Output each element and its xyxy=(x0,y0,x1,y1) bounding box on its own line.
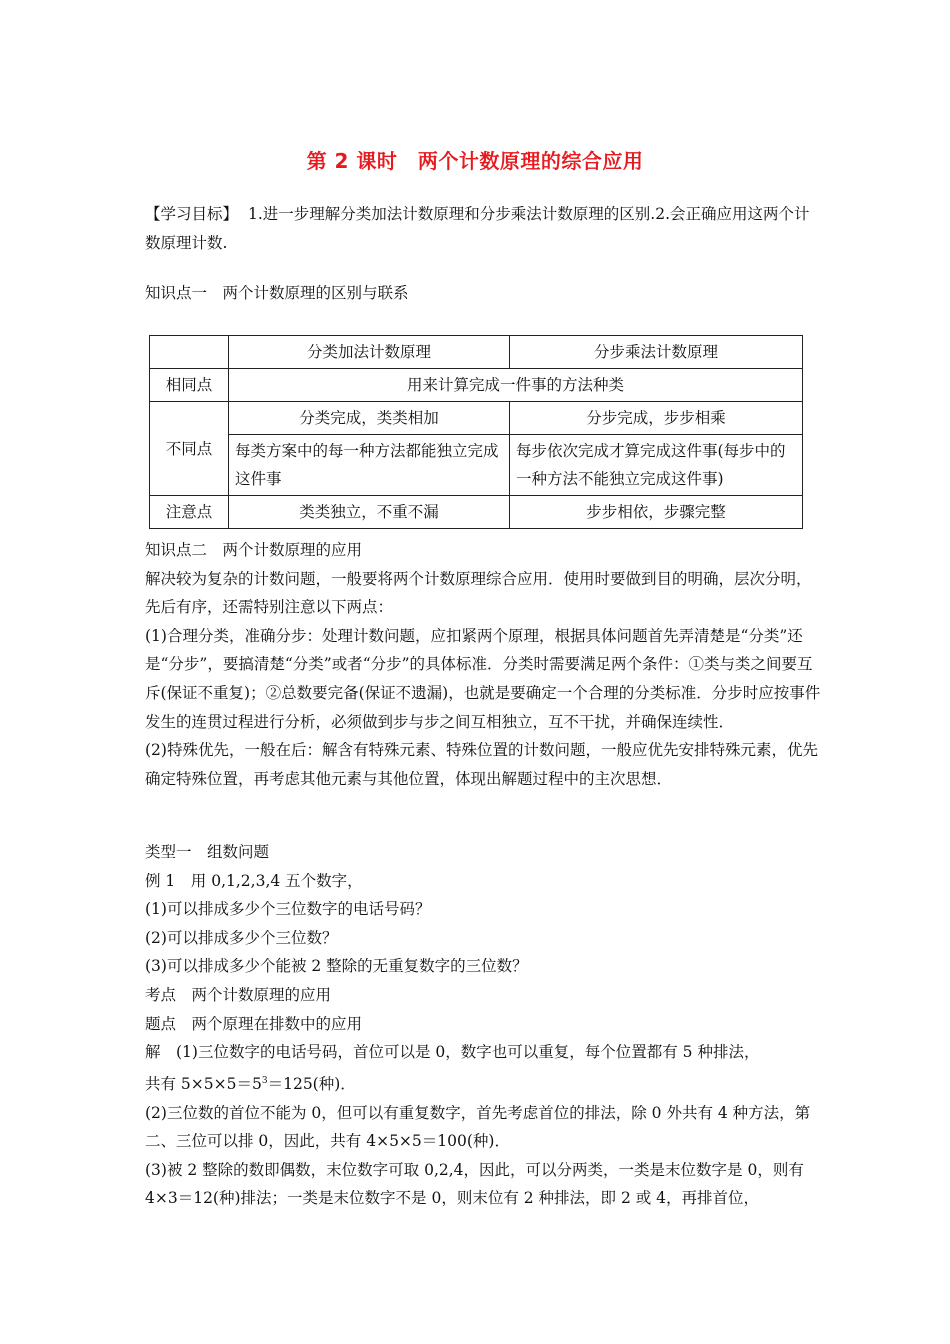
goals-text: 1.进一步理解分类加法计数原理和分步乘法计数原理的区别.2.会正确应用这两个计数原理计数. xyxy=(145,205,810,252)
solution-1-pre: 共有 5×5×5＝5 xyxy=(145,1074,262,1093)
question-1: (1)可以排成多少个三位数字的电话号码？ xyxy=(145,900,431,919)
row-label-note: 注意点 xyxy=(150,496,229,529)
note-multiplication: 步步相依，步骤完整 xyxy=(510,496,803,529)
solution-3: (3)被 2 整除的数即偶数，末位数字可取 0,2,4，因此，可以分两类，一类是末位数字是 0，则有 4×3＝12(种)排法；一类是末位数字不是 0，则末位有 2 种排法，即 2 或 4，再排首位， xyxy=(145,1160,804,1208)
question-3: (3)可以排成多少个能被 2 整除的无重复数字的三位数？ xyxy=(145,957,528,976)
type-1-section xyxy=(145,838,825,1213)
table-row-note xyxy=(150,496,803,529)
diff-addition-summary: 分类完成，类类相加 xyxy=(229,402,510,435)
kaodian-label: 考点 两个计数原理的应用 xyxy=(145,985,332,1004)
kp2-point-1: (1)合理分类，准确分步：处理计数问题，应扣紧两个原理，根据具体问题首先弄清楚是“分类”还是“分步”，要搞清楚“分类”或者“分步”的具体标准．分类时需要满足两个条件：①类与类之间要互斥(保证不重复)；②总数要完备(保证不遗漏)，也就是要确定一个合理的分类标准．分步时应按事件发生的连贯过程进行分析，必须做到步与步之间互相独立，互不干扰，并确保连续性． xyxy=(145,626,821,731)
note-addition: 类类独立，不重不漏 xyxy=(229,496,510,529)
row-label-same: 相同点 xyxy=(150,369,229,402)
table-header-blank xyxy=(150,336,229,369)
kp2-intro: 解决较为复杂的计数问题，一般要将两个计数原理综合应用．使用时要做到目的明确，层次分明，先后有序，还需特别注意以下两点： xyxy=(145,569,812,617)
solution-1-line-1: 解 (1)三位数字的电话号码，首位可以是 0，数字也可以重复，每个位置都有 5 种排法， xyxy=(145,1043,760,1062)
diff-multiplication-summary: 分步完成，步步相乘 xyxy=(510,402,803,435)
lesson-title: 第 2 课时 两个计数原理的综合应用 xyxy=(306,149,644,173)
table-row-diff-1 xyxy=(150,402,803,435)
example-1: 例 1 用 0,1,2,3,4 五个数字， xyxy=(145,871,363,890)
question-2: (2)可以排成多少个三位数？ xyxy=(145,928,338,947)
knowledge-point-2 xyxy=(145,536,825,793)
solution-1-post: ＝125(种)． xyxy=(267,1074,356,1093)
goals-tag: 【学习目标】 xyxy=(145,205,239,223)
knowledge-point-1-heading: 知识点一 两个计数原理的区别与联系 xyxy=(145,284,409,302)
knowledge-point-2-heading: 知识点二 两个计数原理的应用 xyxy=(145,541,363,559)
same-value: 用来计算完成一件事的方法种类 xyxy=(229,369,803,402)
solution-1-line-2 xyxy=(145,1067,825,1099)
learning-goals xyxy=(145,200,815,258)
kp2-point-2: (2)特殊优先，一般在后：解含有特殊元素、特殊位置的计数问题，一般应优先安排特殊元素，优先确定特殊位置，再考虑其他元素与其他位置，体现出解题过程中的主次思想． xyxy=(145,741,818,788)
table-header-row xyxy=(150,336,803,369)
exponent: 3 xyxy=(261,1075,268,1086)
table-header-addition: 分类加法计数原理 xyxy=(229,336,510,369)
table-header-multiplication: 分步乘法计数原理 xyxy=(510,336,803,369)
table-row-diff-2 xyxy=(150,435,803,496)
tidian-label: 题点 两个原理在排数中的应用 xyxy=(145,1014,363,1033)
type-1-heading: 类型一 组数问题 xyxy=(145,843,270,861)
diff-addition-detail: 每类方案中的每一种方法都能独立完成这件事 xyxy=(229,435,510,496)
table-row-same xyxy=(150,369,803,402)
solution-2: (2)三位数的首位不能为 0，但可以有重复数字，首先考虑首位的排法，除 0 外共有 4 种方法，第二、三位可以排 0，因此，共有 4×5×5＝100(种)． xyxy=(145,1103,811,1151)
comparison-table xyxy=(149,335,803,529)
row-label-diff: 不同点 xyxy=(150,402,229,496)
diff-multiplication-detail: 每步依次完成才算完成这件事(每步中的一种方法不能独立完成这件事) xyxy=(510,435,803,496)
